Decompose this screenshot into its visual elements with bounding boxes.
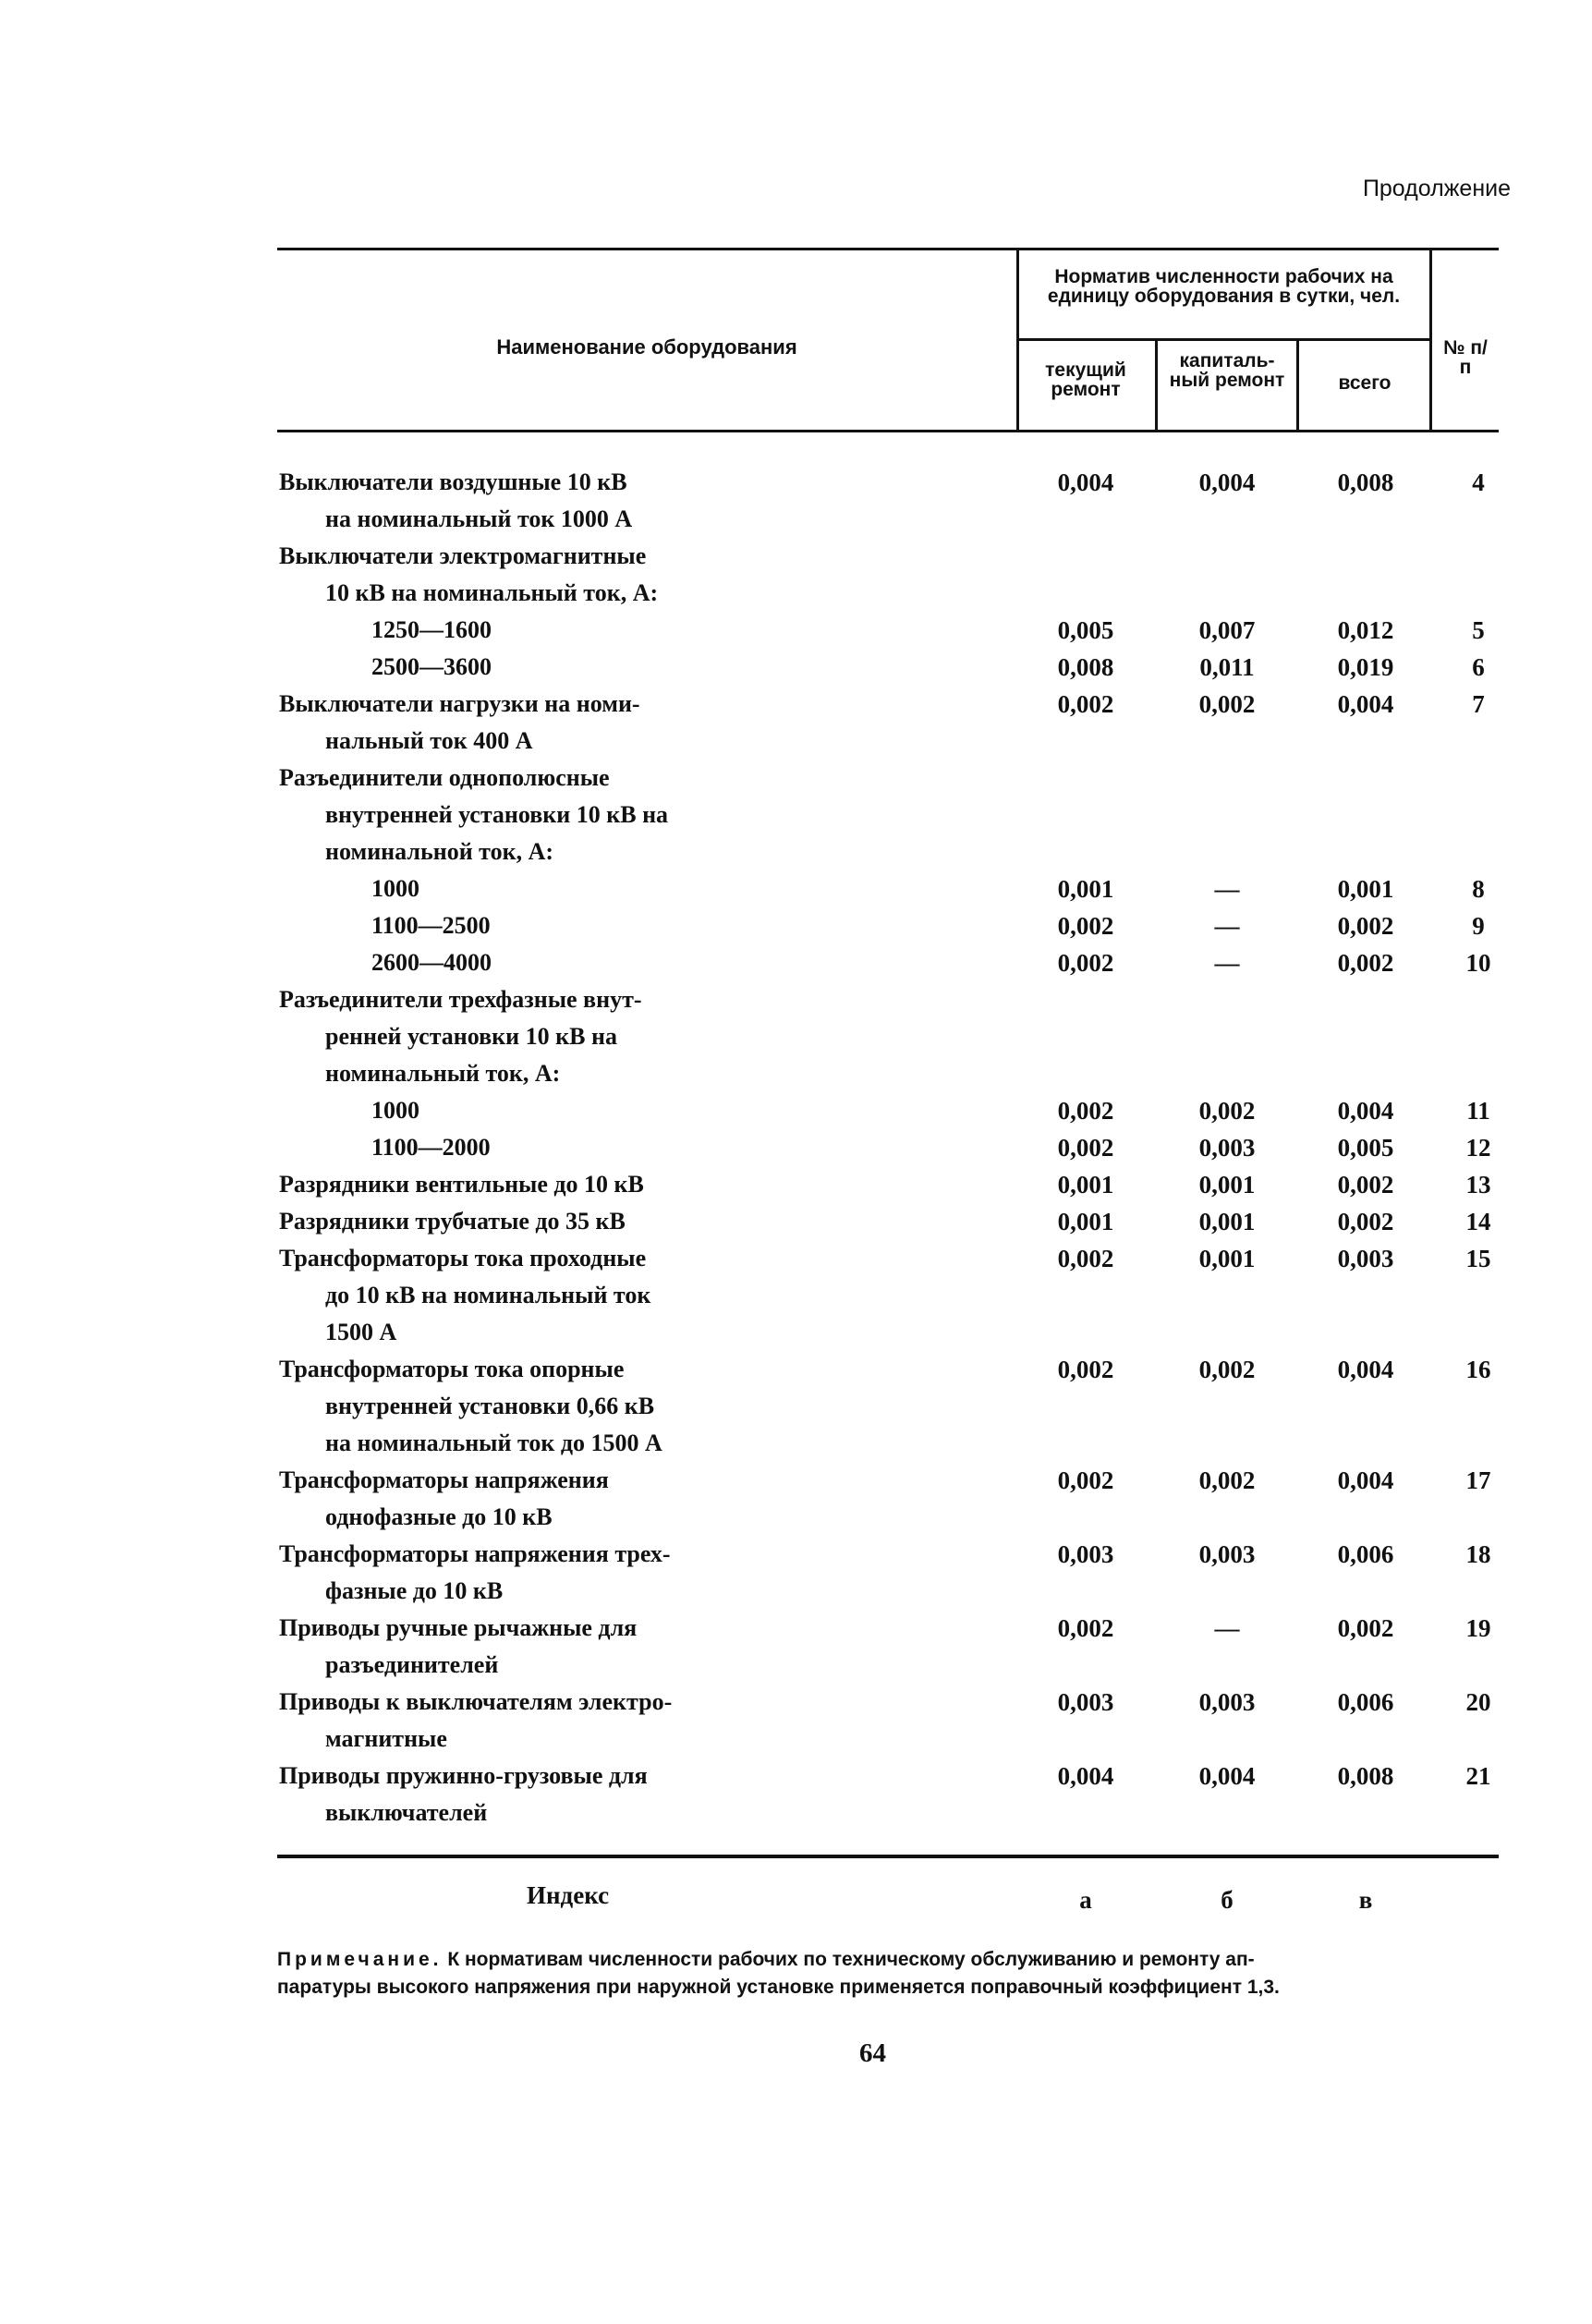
row-18-capital: 0,003 xyxy=(1198,1540,1256,1568)
row-15-name-line2: до 10 кВ на номинальный ток xyxy=(325,1282,651,1308)
row-8-current: 0,001 xyxy=(1057,875,1114,903)
row-12-total: 0,005 xyxy=(1337,1134,1394,1162)
group-single-pole-line2: внутренней установки 10 кВ на xyxy=(325,801,669,828)
header-row-number: № п/п xyxy=(1443,337,1488,378)
row-4-name-line1: Выключатели воздушные 10 кВ xyxy=(279,468,627,495)
row-4-current: 0,004 xyxy=(1057,468,1114,496)
row-9-name: 1100—2500 xyxy=(371,912,491,939)
row-14-name: Разрядники трубчатые до 35 кВ xyxy=(279,1208,626,1235)
header-divider-3 xyxy=(1296,340,1299,432)
index-current: а xyxy=(1079,1886,1092,1914)
row-16-capital: 0,002 xyxy=(1198,1356,1256,1383)
row-21-total: 0,008 xyxy=(1337,1762,1394,1790)
row-7-name-line2: нальный ток 400 А xyxy=(325,727,533,754)
row-13-capital: 0,001 xyxy=(1198,1171,1256,1199)
index-capital: б xyxy=(1221,1886,1233,1914)
group-three-phase-line2: ренней установки 10 кВ на xyxy=(325,1023,617,1050)
row-18-current: 0,003 xyxy=(1057,1540,1114,1568)
page-number: 64 xyxy=(859,2038,886,2068)
row-12-name: 1100—2000 xyxy=(371,1134,491,1161)
row-16-number: 16 xyxy=(1465,1356,1491,1383)
row-9-current: 0,002 xyxy=(1057,912,1114,940)
row-13-number: 13 xyxy=(1465,1171,1491,1199)
row-15-total: 0,003 xyxy=(1337,1245,1394,1272)
row-4-name-line2: на номинальный ток 1000 А xyxy=(325,505,633,532)
row-7-total: 0,004 xyxy=(1337,690,1394,718)
header-total: всего xyxy=(1338,372,1391,394)
row-8-name: 1000 xyxy=(371,875,419,902)
row-19-capital: — xyxy=(1214,1614,1240,1642)
row-18-total: 0,006 xyxy=(1337,1540,1394,1568)
row-19-number: 19 xyxy=(1465,1614,1491,1642)
row-5-current: 0,005 xyxy=(1057,616,1114,644)
row-19-total: 0,002 xyxy=(1337,1614,1394,1642)
row-7-current: 0,002 xyxy=(1057,690,1114,718)
row-4-total: 0,008 xyxy=(1337,468,1394,496)
row-17-total: 0,004 xyxy=(1337,1466,1394,1494)
row-18-name-line2: фазные до 10 кВ xyxy=(325,1577,504,1604)
header-divider-2 xyxy=(1155,340,1158,432)
row-7-number: 7 xyxy=(1472,690,1485,718)
row-16-name-line3: на номинальный ток до 1500 А xyxy=(325,1430,662,1456)
header-current-repair: текущий ремонт xyxy=(1045,359,1126,400)
row-15-number: 15 xyxy=(1465,1245,1491,1272)
row-15-capital: 0,001 xyxy=(1198,1245,1256,1272)
row-15-name-line1: Трансформаторы тока проходные xyxy=(279,1245,647,1272)
row-21-current: 0,004 xyxy=(1057,1762,1114,1790)
group-single-pole-line3: номинальной ток, А: xyxy=(325,838,554,865)
row-17-name-line2: однофазные до 10 кВ xyxy=(325,1503,553,1530)
row-8-capital: — xyxy=(1214,875,1240,903)
row-7-name-line1: Выключатели нагрузки на номи- xyxy=(279,690,640,717)
row-17-current: 0,002 xyxy=(1057,1466,1114,1494)
row-11-capital: 0,002 xyxy=(1198,1097,1256,1125)
row-12-number: 12 xyxy=(1465,1134,1491,1162)
row-20-total: 0,006 xyxy=(1337,1688,1394,1716)
group-electromagnetic-line2: 10 кВ на номинальный ток, А: xyxy=(325,579,659,606)
row-14-total: 0,002 xyxy=(1337,1208,1394,1235)
row-9-total: 0,002 xyxy=(1337,912,1394,940)
row-13-total: 0,002 xyxy=(1337,1171,1394,1199)
group-single-pole-line1: Разъединители однополюсные xyxy=(279,764,610,791)
continuation-label: Продолжение xyxy=(1362,176,1511,201)
row-19-name-line2: разъединителей xyxy=(325,1651,499,1678)
row-4-number: 4 xyxy=(1472,468,1485,496)
row-15-current: 0,002 xyxy=(1057,1245,1114,1272)
index-label: Индекс xyxy=(527,1881,610,1909)
row-18-name-line1: Трансформаторы напряжения трех- xyxy=(279,1540,671,1567)
row-16-name-line2: внутренней установки 0,66 кВ xyxy=(325,1393,655,1419)
row-21-capital: 0,004 xyxy=(1198,1762,1256,1790)
row-17-name-line1: Трансформаторы напряжения xyxy=(279,1466,609,1493)
row-8-number: 8 xyxy=(1472,875,1485,903)
group-three-phase-line1: Разъединители трехфазные внут- xyxy=(279,986,642,1013)
row-7-capital: 0,002 xyxy=(1198,690,1256,718)
row-16-current: 0,002 xyxy=(1057,1356,1114,1383)
header-group-rule xyxy=(1016,338,1432,341)
row-9-number: 9 xyxy=(1472,912,1485,940)
table-bottom-rule xyxy=(277,1855,1499,1858)
row-20-capital: 0,003 xyxy=(1198,1688,1256,1716)
row-9-capital: — xyxy=(1214,912,1240,940)
row-6-current: 0,008 xyxy=(1057,653,1114,681)
row-13-name: Разрядники вентильные до 10 кВ xyxy=(279,1171,644,1198)
row-12-capital: 0,003 xyxy=(1198,1134,1256,1162)
note-title: Примечание. xyxy=(277,1949,443,1970)
header-capital-repair: капиталь-ный ремонт xyxy=(1169,350,1285,391)
row-17-capital: 0,002 xyxy=(1198,1466,1256,1494)
row-8-total: 0,001 xyxy=(1337,875,1394,903)
note-text1: К нормативам численности рабочих по техническому обслуживанию и ремонту ап- xyxy=(442,1949,1255,1970)
row-15-name-line3: 1500 А xyxy=(325,1319,397,1345)
row-6-total: 0,019 xyxy=(1337,653,1394,681)
row-6-name: 2500—3600 xyxy=(371,653,492,680)
row-10-current: 0,002 xyxy=(1057,949,1114,977)
group-electromagnetic-line1: Выключатели электромагнитные xyxy=(279,542,647,569)
row-19-name-line1: Приводы ручные рычажные для xyxy=(279,1614,638,1641)
row-4-capital: 0,004 xyxy=(1198,468,1256,496)
row-14-number: 14 xyxy=(1465,1208,1491,1235)
row-21-number: 21 xyxy=(1465,1762,1491,1790)
row-21-name-line2: выключателей xyxy=(325,1799,488,1826)
row-10-number: 10 xyxy=(1465,949,1491,977)
row-14-current: 0,001 xyxy=(1057,1208,1114,1235)
row-5-name: 1250—1600 xyxy=(371,616,492,643)
table-header-bottom-rule xyxy=(277,430,1499,432)
row-11-total: 0,004 xyxy=(1337,1097,1394,1125)
header-equipment-name: Наименование оборудования xyxy=(496,335,797,359)
index-total: в xyxy=(1358,1886,1373,1914)
header-norm-group: Норматив численности рабочих на единицу оборудования в сутки, чел. xyxy=(1047,266,1401,307)
row-5-total: 0,012 xyxy=(1337,616,1394,644)
row-17-number: 17 xyxy=(1465,1466,1491,1494)
row-14-capital: 0,001 xyxy=(1198,1208,1256,1235)
row-20-name-line2: магнитные xyxy=(325,1725,447,1752)
row-5-capital: 0,007 xyxy=(1198,616,1256,644)
row-16-name-line1: Трансформаторы тока опорные xyxy=(279,1356,625,1382)
row-11-name: 1000 xyxy=(371,1097,419,1124)
row-13-current: 0,001 xyxy=(1057,1171,1114,1199)
row-6-number: 6 xyxy=(1472,653,1485,681)
group-three-phase-line3: номинальный ток, А: xyxy=(325,1060,561,1087)
row-6-capital: 0,011 xyxy=(1199,653,1255,681)
row-11-number: 11 xyxy=(1466,1097,1490,1125)
row-16-total: 0,004 xyxy=(1337,1356,1394,1383)
note-line1 xyxy=(277,1946,1501,1974)
row-19-current: 0,002 xyxy=(1057,1614,1114,1642)
row-10-total: 0,002 xyxy=(1337,949,1394,977)
row-20-name-line1: Приводы к выключателям электро- xyxy=(279,1688,673,1715)
row-21-name-line1: Приводы пружинно-грузовые для xyxy=(279,1762,648,1789)
row-10-capital: — xyxy=(1214,949,1240,977)
note-line2: паратуры высокого напряжения при наружной установке применяется поправочный коэффициент 1,3. xyxy=(277,1977,1280,1998)
row-11-current: 0,002 xyxy=(1057,1097,1114,1125)
row-18-number: 18 xyxy=(1465,1540,1491,1568)
row-12-current: 0,002 xyxy=(1057,1134,1114,1162)
row-10-name: 2600—4000 xyxy=(371,949,492,976)
row-5-number: 5 xyxy=(1472,616,1485,644)
row-20-current: 0,003 xyxy=(1057,1688,1114,1716)
table-top-rule xyxy=(277,248,1499,250)
row-20-number: 20 xyxy=(1465,1688,1491,1716)
note xyxy=(277,1946,1501,2002)
